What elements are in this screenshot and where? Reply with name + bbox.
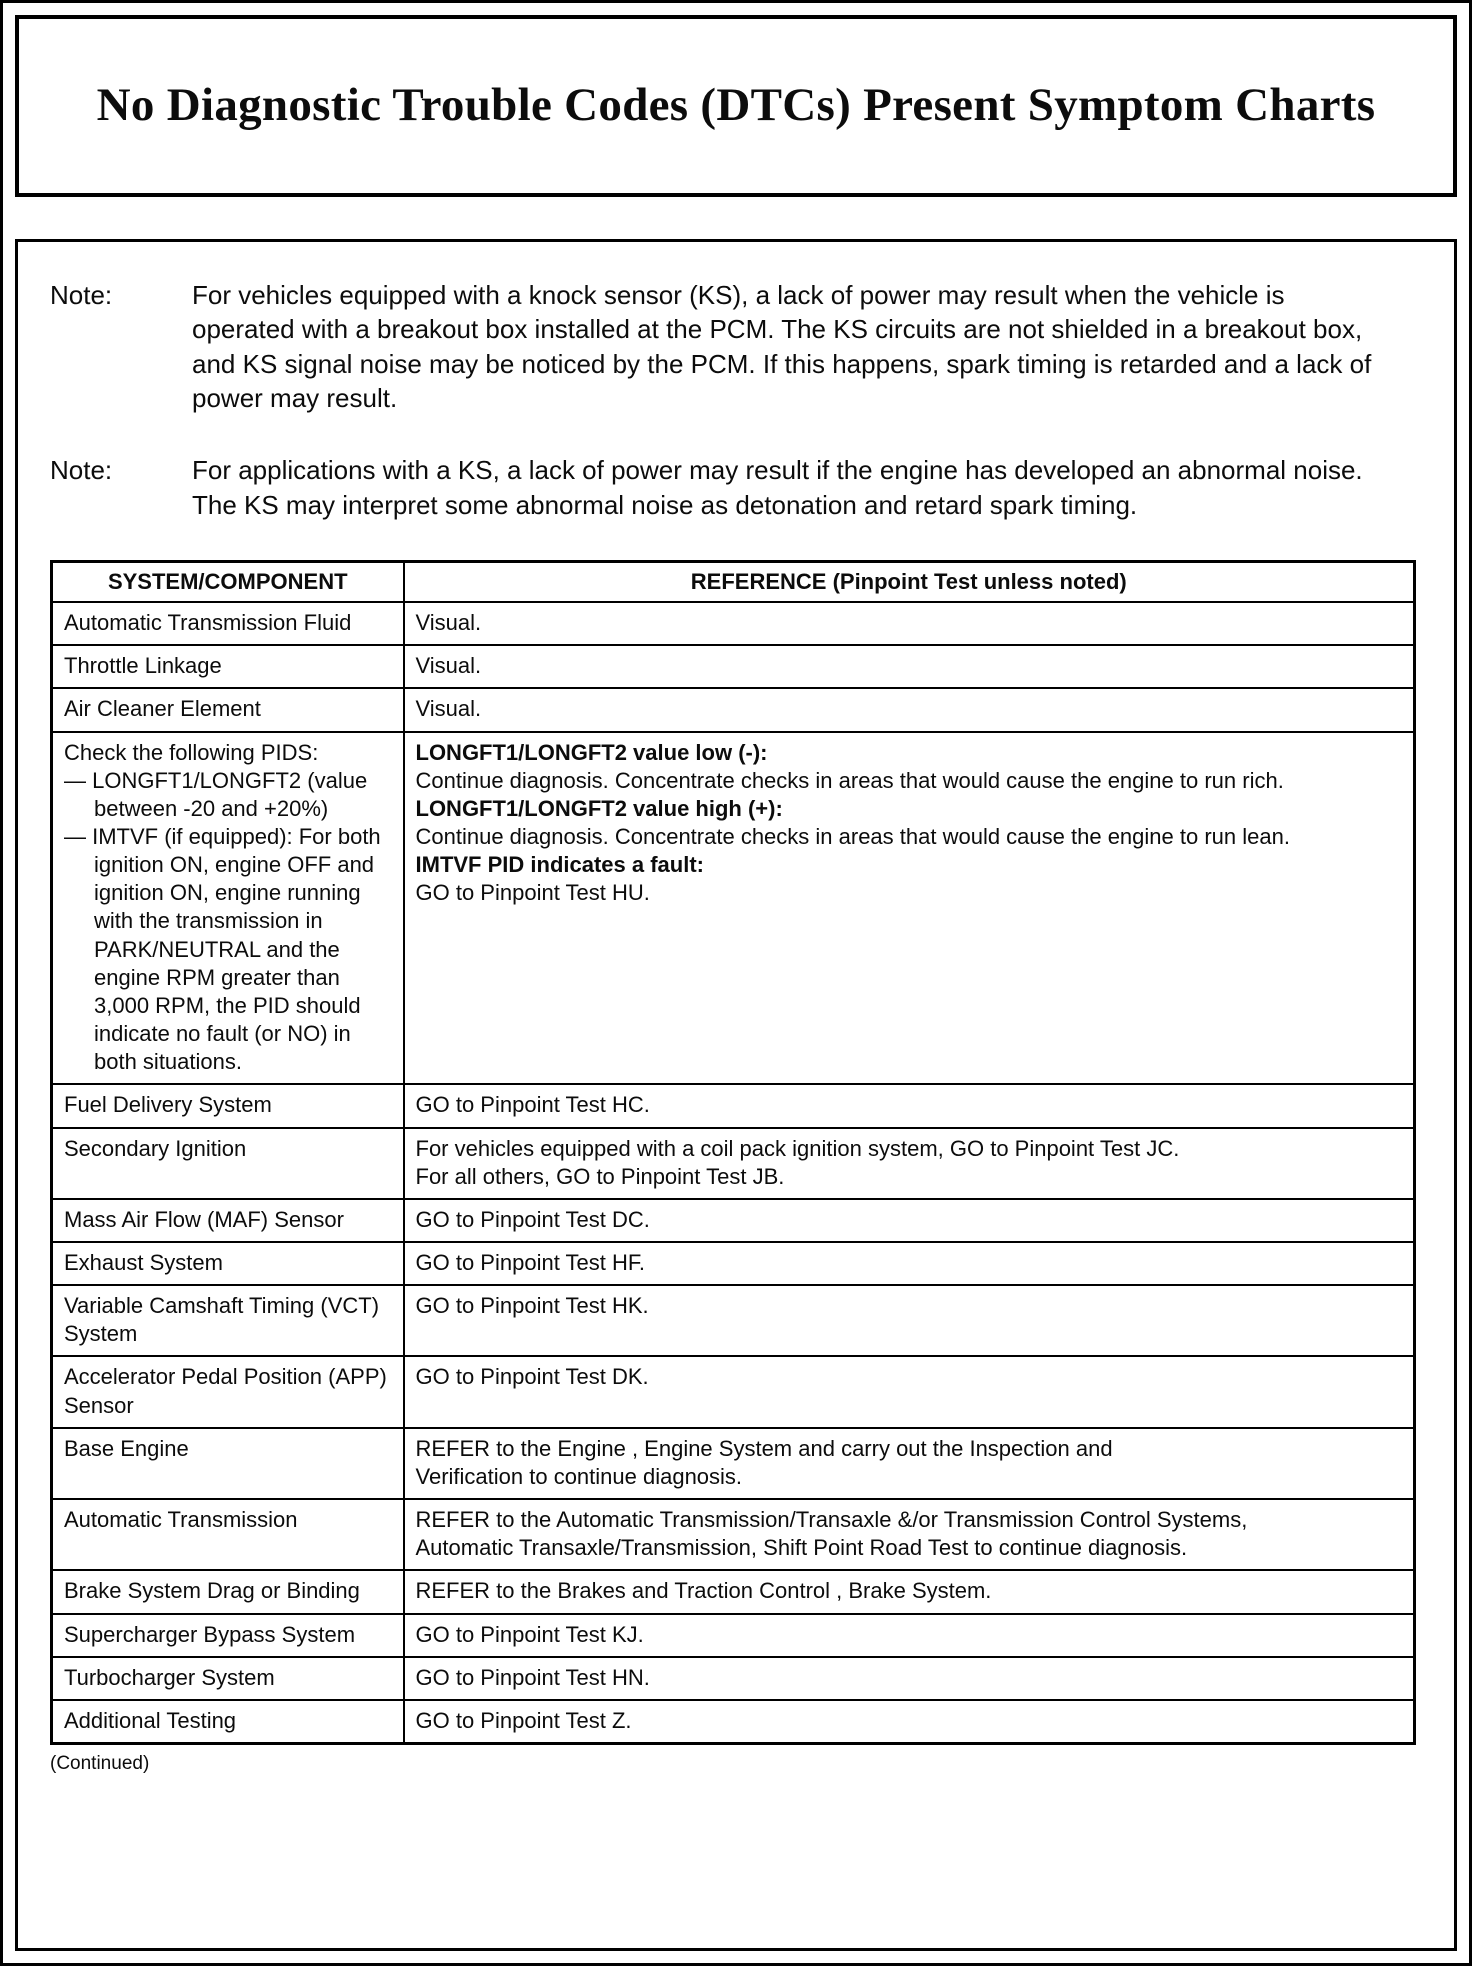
system-component-cell: Throttle Linkage: [52, 645, 404, 688]
note-text: For applications with a KS, a lack of power may result if the engine has developed an abnormal noise. The KS may interpret some abnormal noise as detonation and retard spark timing.: [192, 455, 1363, 520]
reference-text: GO to Pinpoint Test HF.: [415, 1250, 645, 1275]
system-component-cell: Base Engine: [52, 1428, 404, 1499]
reference-cell: [404, 1128, 1415, 1199]
table-row: [52, 1700, 1415, 1744]
table-row: [52, 1499, 1415, 1570]
reference-text: REFER to the Engine , Engine System and carry out the Inspection and: [415, 1435, 1113, 1461]
column-header-system-component: SYSTEM/COMPONENT: [52, 561, 404, 602]
table-row: [52, 732, 1415, 1085]
system-component-cell: Supercharger Bypass System: [52, 1614, 404, 1657]
reference-cell: [404, 1614, 1415, 1657]
component-line: — IMTVF (if equipped): For both ignition ON, engine OFF and ignition ON, engine running with the transmission in PARK/NEUTRAL and the engine RPM greater than 3,000 RPM, the PID should indicate no fault (or NO) in both situations.: [64, 823, 381, 1075]
reference-text: Visual.: [415, 610, 482, 636]
table-row: [52, 1285, 1415, 1356]
reference-text: Visual.: [415, 653, 482, 679]
reference-cell: [404, 1242, 1415, 1285]
component-line: — LONGFT1/LONGFT2 (value between -20 and +20%): [64, 767, 368, 821]
reference-text: Automatic Transaxle/Transmission, Shift Point Road Test to continue diagnosis.: [415, 1535, 1188, 1561]
system-component-cell: Additional Testing: [52, 1700, 404, 1744]
reference-cell: [404, 1700, 1415, 1744]
system-component-cell: Fuel Delivery System: [52, 1084, 404, 1127]
reference-cell: [404, 602, 1415, 645]
reference-cell: [404, 1199, 1415, 1242]
system-component-cell: Turbocharger System: [52, 1657, 404, 1700]
table-row: [52, 1570, 1415, 1613]
reference-text: For vehicles equipped with a coil pack ignition system, GO to Pinpoint Test JC.: [415, 1135, 1180, 1161]
table-row: [52, 602, 1415, 645]
reference-text: GO to Pinpoint Test HC.: [415, 1092, 650, 1118]
reference-text: GO to Pinpoint Test HN.: [415, 1664, 650, 1690]
title-box: [15, 15, 1457, 197]
table-row: [52, 1084, 1415, 1127]
note-label: Note:: [50, 280, 113, 310]
reference-text: REFER to the Brakes and Traction Control , Brake System.: [415, 1578, 992, 1604]
component-line: Check the following PIDS:: [64, 739, 319, 765]
system-component-cell: Brake System Drag or Binding: [52, 1570, 404, 1613]
reference-text: GO to Pinpoint Test DK.: [415, 1364, 649, 1390]
system-component-cell: Air Cleaner Element: [52, 688, 404, 731]
table-row: [52, 1657, 1415, 1700]
page-title: No Diagnostic Trouble Codes (DTCs) Present Symptom Charts: [96, 79, 1376, 132]
reference-text: GO to Pinpoint Test HU.: [415, 880, 650, 906]
system-component-cell: Automatic Transmission Fluid: [52, 602, 404, 645]
reference-heading: IMTVF PID indicates a fault:: [415, 852, 704, 878]
system-component-cell: Mass Air Flow (MAF) Sensor: [52, 1199, 404, 1242]
content-box: [15, 239, 1457, 1951]
reference-cell: [404, 1657, 1415, 1700]
reference-cell: [404, 1285, 1415, 1356]
reference-text: For all others, GO to Pinpoint Test JB.: [415, 1163, 785, 1189]
system-component-cell: [52, 732, 404, 1085]
reference-text: REFER to the Automatic Transmission/Transaxle &/or Transmission Control Systems,: [415, 1507, 1248, 1533]
reference-text: Continue diagnosis. Concentrate checks in areas that would cause the engine to run rich.: [415, 767, 1284, 793]
table-row: [52, 645, 1415, 688]
symptom-chart-table: [50, 560, 1416, 1745]
system-component-cell: Exhaust System: [52, 1242, 404, 1285]
reference-text: GO to Pinpoint Test HK.: [415, 1293, 649, 1319]
table-header-row: [52, 561, 1415, 602]
note-2: [50, 453, 1424, 522]
table-row: [52, 1428, 1415, 1499]
notes-section: [50, 278, 1424, 522]
table-row: [52, 1356, 1415, 1427]
note-1: [50, 278, 1424, 415]
reference-text: GO to Pinpoint Test DC.: [415, 1206, 650, 1232]
system-component-cell: Accelerator Pedal Position (APP) Sensor: [52, 1356, 404, 1427]
reference-cell: [404, 1428, 1415, 1499]
reference-text: GO to Pinpoint Test KJ.: [415, 1621, 644, 1647]
reference-cell: [404, 1084, 1415, 1127]
reference-cell: [404, 645, 1415, 688]
reference-heading: LONGFT1/LONGFT2 value low (-):: [415, 739, 768, 765]
reference-cell: [404, 688, 1415, 731]
system-component-cell: Secondary Ignition: [52, 1128, 404, 1199]
reference-text: Visual.: [415, 696, 482, 722]
reference-cell: [404, 1499, 1415, 1570]
reference-cell: [404, 1570, 1415, 1613]
table-row: [52, 1242, 1415, 1285]
table-row: [52, 688, 1415, 731]
table-row: [52, 1199, 1415, 1242]
reference-cell: [404, 1356, 1415, 1427]
continued-note: (Continued): [50, 1753, 150, 1775]
column-header-reference: REFERENCE (Pinpoint Test unless noted): [404, 561, 1415, 602]
note-label: Note:: [50, 455, 113, 486]
system-component-cell: Automatic Transmission: [52, 1499, 404, 1570]
system-component-cell: Variable Camshaft Timing (VCT) System: [52, 1285, 404, 1356]
symptom-table-body: [52, 602, 1415, 1744]
reference-cell: [404, 732, 1415, 1085]
table-row: [52, 1614, 1415, 1657]
reference-heading: LONGFT1/LONGFT2 value high (+):: [415, 795, 783, 821]
reference-text: GO to Pinpoint Test Z.: [415, 1707, 632, 1733]
table-row: [52, 1128, 1415, 1199]
reference-text: Verification to continue diagnosis.: [415, 1463, 743, 1489]
note-text: For vehicles equipped with a knock sensor (KS), a lack of power may result when the vehicle is operated with a breakout box installed at the PCM. The KS circuits are not shielded in a breakout box, and KS signal noise may be noticed by the PCM. If this happens, spark timing is retarded and a lack of power may result.: [192, 280, 1372, 413]
reference-text: Continue diagnosis. Concentrate checks in areas that would cause the engine to run lean.: [415, 823, 1290, 849]
